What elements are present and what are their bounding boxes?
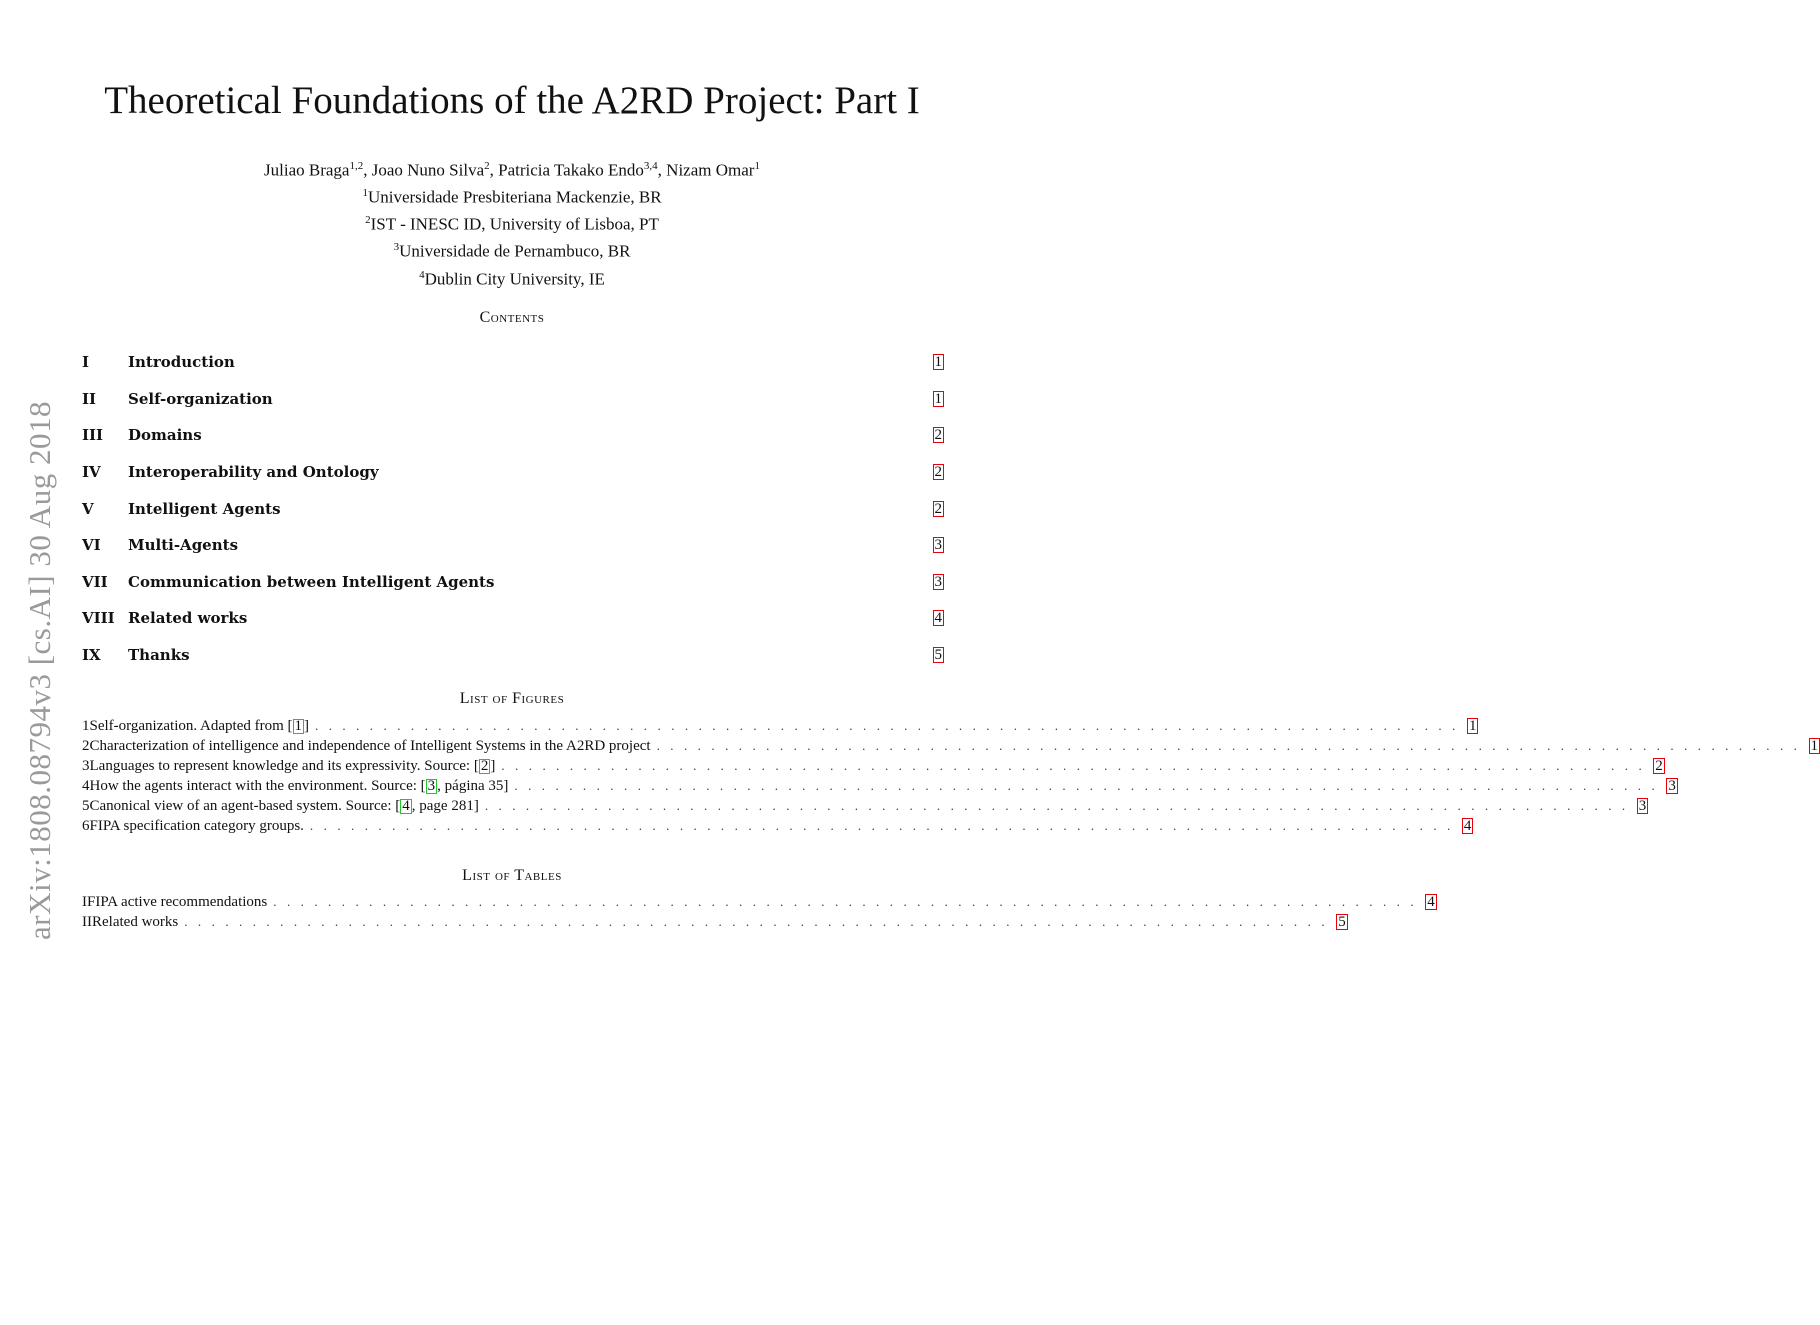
toc-page-link[interactable]: 3 — [934, 573, 942, 590]
arxiv-identifier-stamp: arXiv:1808.08794v3 [cs.AI] 30 Aug 2018 — [22, 400, 57, 940]
toc-section-number: III — [82, 426, 104, 445]
toc-entry[interactable] — [82, 490, 944, 527]
toc-section-title: Intelligent Agents — [128, 499, 281, 518]
figure-page-link[interactable]: 2 — [1655, 757, 1663, 774]
figure-caption: How the agents interact with the environment. Source: [ 3 , página 35] — [89, 777, 509, 794]
figure-caption: Canonical view of an agent-based system. Source: [ 4 , page 281] — [89, 797, 479, 814]
table-page-link[interactable]: 4 — [1427, 893, 1435, 910]
table-number: I — [82, 893, 87, 910]
figure-number: 5 — [82, 797, 90, 814]
affiliation-text: IST - INESC ID, University of Lisboa, PT — [370, 214, 659, 234]
toc-page-link[interactable]: 2 — [934, 500, 942, 517]
affiliation-line — [0, 264, 1024, 291]
figure-number: 4 — [82, 777, 90, 794]
toc-page-link[interactable]: 1 — [934, 390, 942, 407]
figure-caption: Characterization of intelligence and independence of Intelligent Systems in the A2RD project — [89, 737, 651, 754]
leader-dots: . . . . . . . . . . . . . . . . . . . . . . . . . . . . . . . . . . . . . . . . . . . . . . . . . . . . . . . . . . . . . . . . . . . . . . . . . . . . . . . . . . . . — [501, 758, 1646, 773]
toc-page-link[interactable]: 3 — [934, 537, 942, 554]
toc-section-number: V — [82, 499, 94, 518]
citation-link[interactable]: 3 — [427, 777, 436, 794]
toc-section-number: IX — [82, 646, 101, 665]
list-of-figures-heading: List of Figures — [459, 690, 565, 707]
citation-link[interactable]: 4 — [402, 797, 410, 814]
leader-dots: . . . . . . . . . . . . . . . . . . . . . . . . . . . . . . . . . . . . . . . . . . . . . . . . . . . . . . . . . . . . . . . . . . . . . . . . . . . . . . . . . . . . — [315, 718, 1459, 733]
list-of-tables-heading: List of Tables — [462, 867, 562, 884]
affiliation-text: Dublin City University, IE — [424, 269, 605, 289]
figure-caption: FIPA specification category groups. — [89, 817, 304, 834]
toc-section-number: VI — [82, 536, 101, 555]
list-of-tables — [82, 892, 1435, 932]
figure-number: 6 — [82, 817, 90, 834]
citation-link[interactable]: 2 — [480, 757, 489, 774]
table-number: II — [82, 913, 92, 930]
toc-section-title: Communication between Intelligent Agents — [128, 572, 495, 591]
toc-entry[interactable] — [82, 527, 944, 564]
figure-entry[interactable] — [82, 776, 1676, 796]
leader-dots: . . . . . . . . . . . . . . . . . . . . . . . . . . . . . . . . . . . . . . . . . . . . . . . . . . . . . . . . . . . . . . . . . . . . . . . . . . . . . . . . . . . . — [484, 798, 1629, 813]
table-caption: FIPA active recommendations — [87, 893, 268, 910]
author-name: Juliao Braga — [264, 160, 350, 180]
toc-section-title: Related works — [128, 609, 248, 628]
affiliation-text: Universidade de Pernambuco, BR — [399, 242, 631, 262]
table-entry[interactable] — [82, 912, 1346, 932]
toc-section-title: Self-organization — [128, 389, 273, 408]
toc-page-link[interactable]: 1 — [934, 354, 942, 371]
toc-section-title: Thanks — [128, 646, 190, 665]
list-of-figures — [82, 716, 1819, 836]
toc-page-link[interactable]: 2 — [934, 427, 942, 444]
toc-section-title: Domains — [128, 426, 202, 445]
figure-entry[interactable] — [82, 796, 1647, 816]
paper-title: Theoretical Foundations of the A2RD Project: Part I — [104, 79, 920, 122]
figure-caption: Self-organization. Adapted from [ 1 ] — [89, 717, 309, 734]
leader-dots: . . . . . . . . . . . . . . . . . . . . . . . . . . . . . . . . . . . . . . . . . . . . . . . . . . . . . . . . . . . . . . . . . . . . . . . . . . . . . . . . . . . . — [514, 778, 1659, 793]
toc-page-link[interactable]: 4 — [934, 610, 942, 627]
toc-page-link[interactable]: 5 — [934, 647, 942, 664]
affiliation-marker: 1,2 — [349, 160, 364, 172]
affiliation-line — [0, 209, 1024, 236]
affiliation-marker: 3 — [393, 241, 400, 254]
affiliation-marker: 2 — [484, 160, 490, 172]
affiliation-marker: 1 — [754, 160, 760, 172]
figure-page-link[interactable]: 4 — [1463, 817, 1472, 834]
figure-entry[interactable] — [82, 736, 1819, 756]
toc-section-number: VII — [82, 572, 108, 591]
toc-entry[interactable] — [82, 600, 944, 637]
toc-section-number: VIII — [82, 609, 115, 628]
author-block — [0, 155, 1024, 291]
table-entry[interactable] — [82, 892, 1435, 912]
affiliation-marker: 4 — [419, 268, 425, 281]
author-line — [0, 155, 1024, 182]
figure-page-link[interactable]: 1 — [1468, 717, 1477, 734]
figure-page-link[interactable]: 1 — [1810, 737, 1819, 754]
toc-section-title: Multi-Agents — [128, 536, 239, 555]
figure-number: 2 — [82, 737, 90, 754]
affiliation-line — [0, 236, 1024, 263]
toc-section-number: I — [82, 353, 90, 372]
affiliation-line — [0, 182, 1024, 209]
figure-number: 3 — [82, 757, 90, 774]
toc-entry[interactable] — [82, 381, 944, 418]
table-caption: Related works — [92, 913, 179, 930]
toc-entry[interactable] — [82, 454, 944, 491]
toc-section-title: Introduction — [128, 353, 235, 372]
author-name: , Joao Nuno Silva — [363, 160, 485, 180]
leader-dots: . . . . . . . . . . . . . . . . . . . . . . . . . . . . . . . . . . . . . . . . . . . . . . . . . . . . . . . . . . . . . . . . . . . . . . . . . . . . . . . . . . . . — [273, 894, 1418, 909]
toc-entry[interactable] — [82, 344, 944, 381]
figure-page-link[interactable]: 3 — [1668, 777, 1676, 794]
affiliation-marker: 2 — [365, 214, 371, 227]
affiliation-marker: 3,4 — [643, 160, 658, 172]
affiliation-marker: 1 — [362, 187, 368, 200]
toc-section-title: Interoperability and Ontology — [128, 463, 379, 482]
contents-heading: Contents — [479, 309, 545, 326]
toc-entry[interactable] — [82, 564, 944, 601]
figure-caption: Languages to represent knowledge and its expressivity. Source: [ 2 ] — [89, 757, 496, 774]
leader-dots: . . . . . . . . . . . . . . . . . . . . . . . . . . . . . . . . . . . . . . . . . . . . . . . . . . . . . . . . . . . . . . . . . . . . . . . . . . . . . . . . . . . . — [309, 818, 1454, 833]
toc-section-number: II — [82, 389, 97, 408]
citation-link[interactable]: 1 — [294, 717, 302, 734]
figure-entry[interactable] — [82, 716, 1477, 736]
author-name: , Nizam Omar — [657, 160, 755, 180]
figure-entry[interactable] — [82, 756, 1663, 776]
toc-section-number: IV — [82, 463, 101, 482]
author-name: , Patricia Takako Endo — [489, 160, 644, 180]
leader-dots: . . . . . . . . . . . . . . . . . . . . . . . . . . . . . . . . . . . . . . . . . . . . . . . . . . . . . . . . . . . . . . . . . . . . . . . . . . . . . . . . . . . . — [184, 914, 1329, 929]
affiliation-text: Universidade Presbiteriana Mackenzie, BR — [367, 187, 662, 207]
leader-dots: . . . . . . . . . . . . . . . . . . . . . . . . . . . . . . . . . . . . . . . . . . . . . . . . . . . . . . . . . . . . . . . . . . . . . . . . . . . . . . . . . . . . — [656, 738, 1801, 753]
toc-entry[interactable] — [82, 417, 944, 454]
table-page-link[interactable]: 5 — [1338, 913, 1346, 930]
toc-entry[interactable] — [82, 637, 944, 674]
figure-number: 1 — [82, 717, 90, 734]
table-of-contents — [82, 344, 944, 673]
toc-page-link[interactable]: 2 — [934, 464, 942, 481]
figure-entry[interactable] — [82, 816, 1472, 836]
figure-page-link[interactable]: 3 — [1638, 797, 1647, 814]
